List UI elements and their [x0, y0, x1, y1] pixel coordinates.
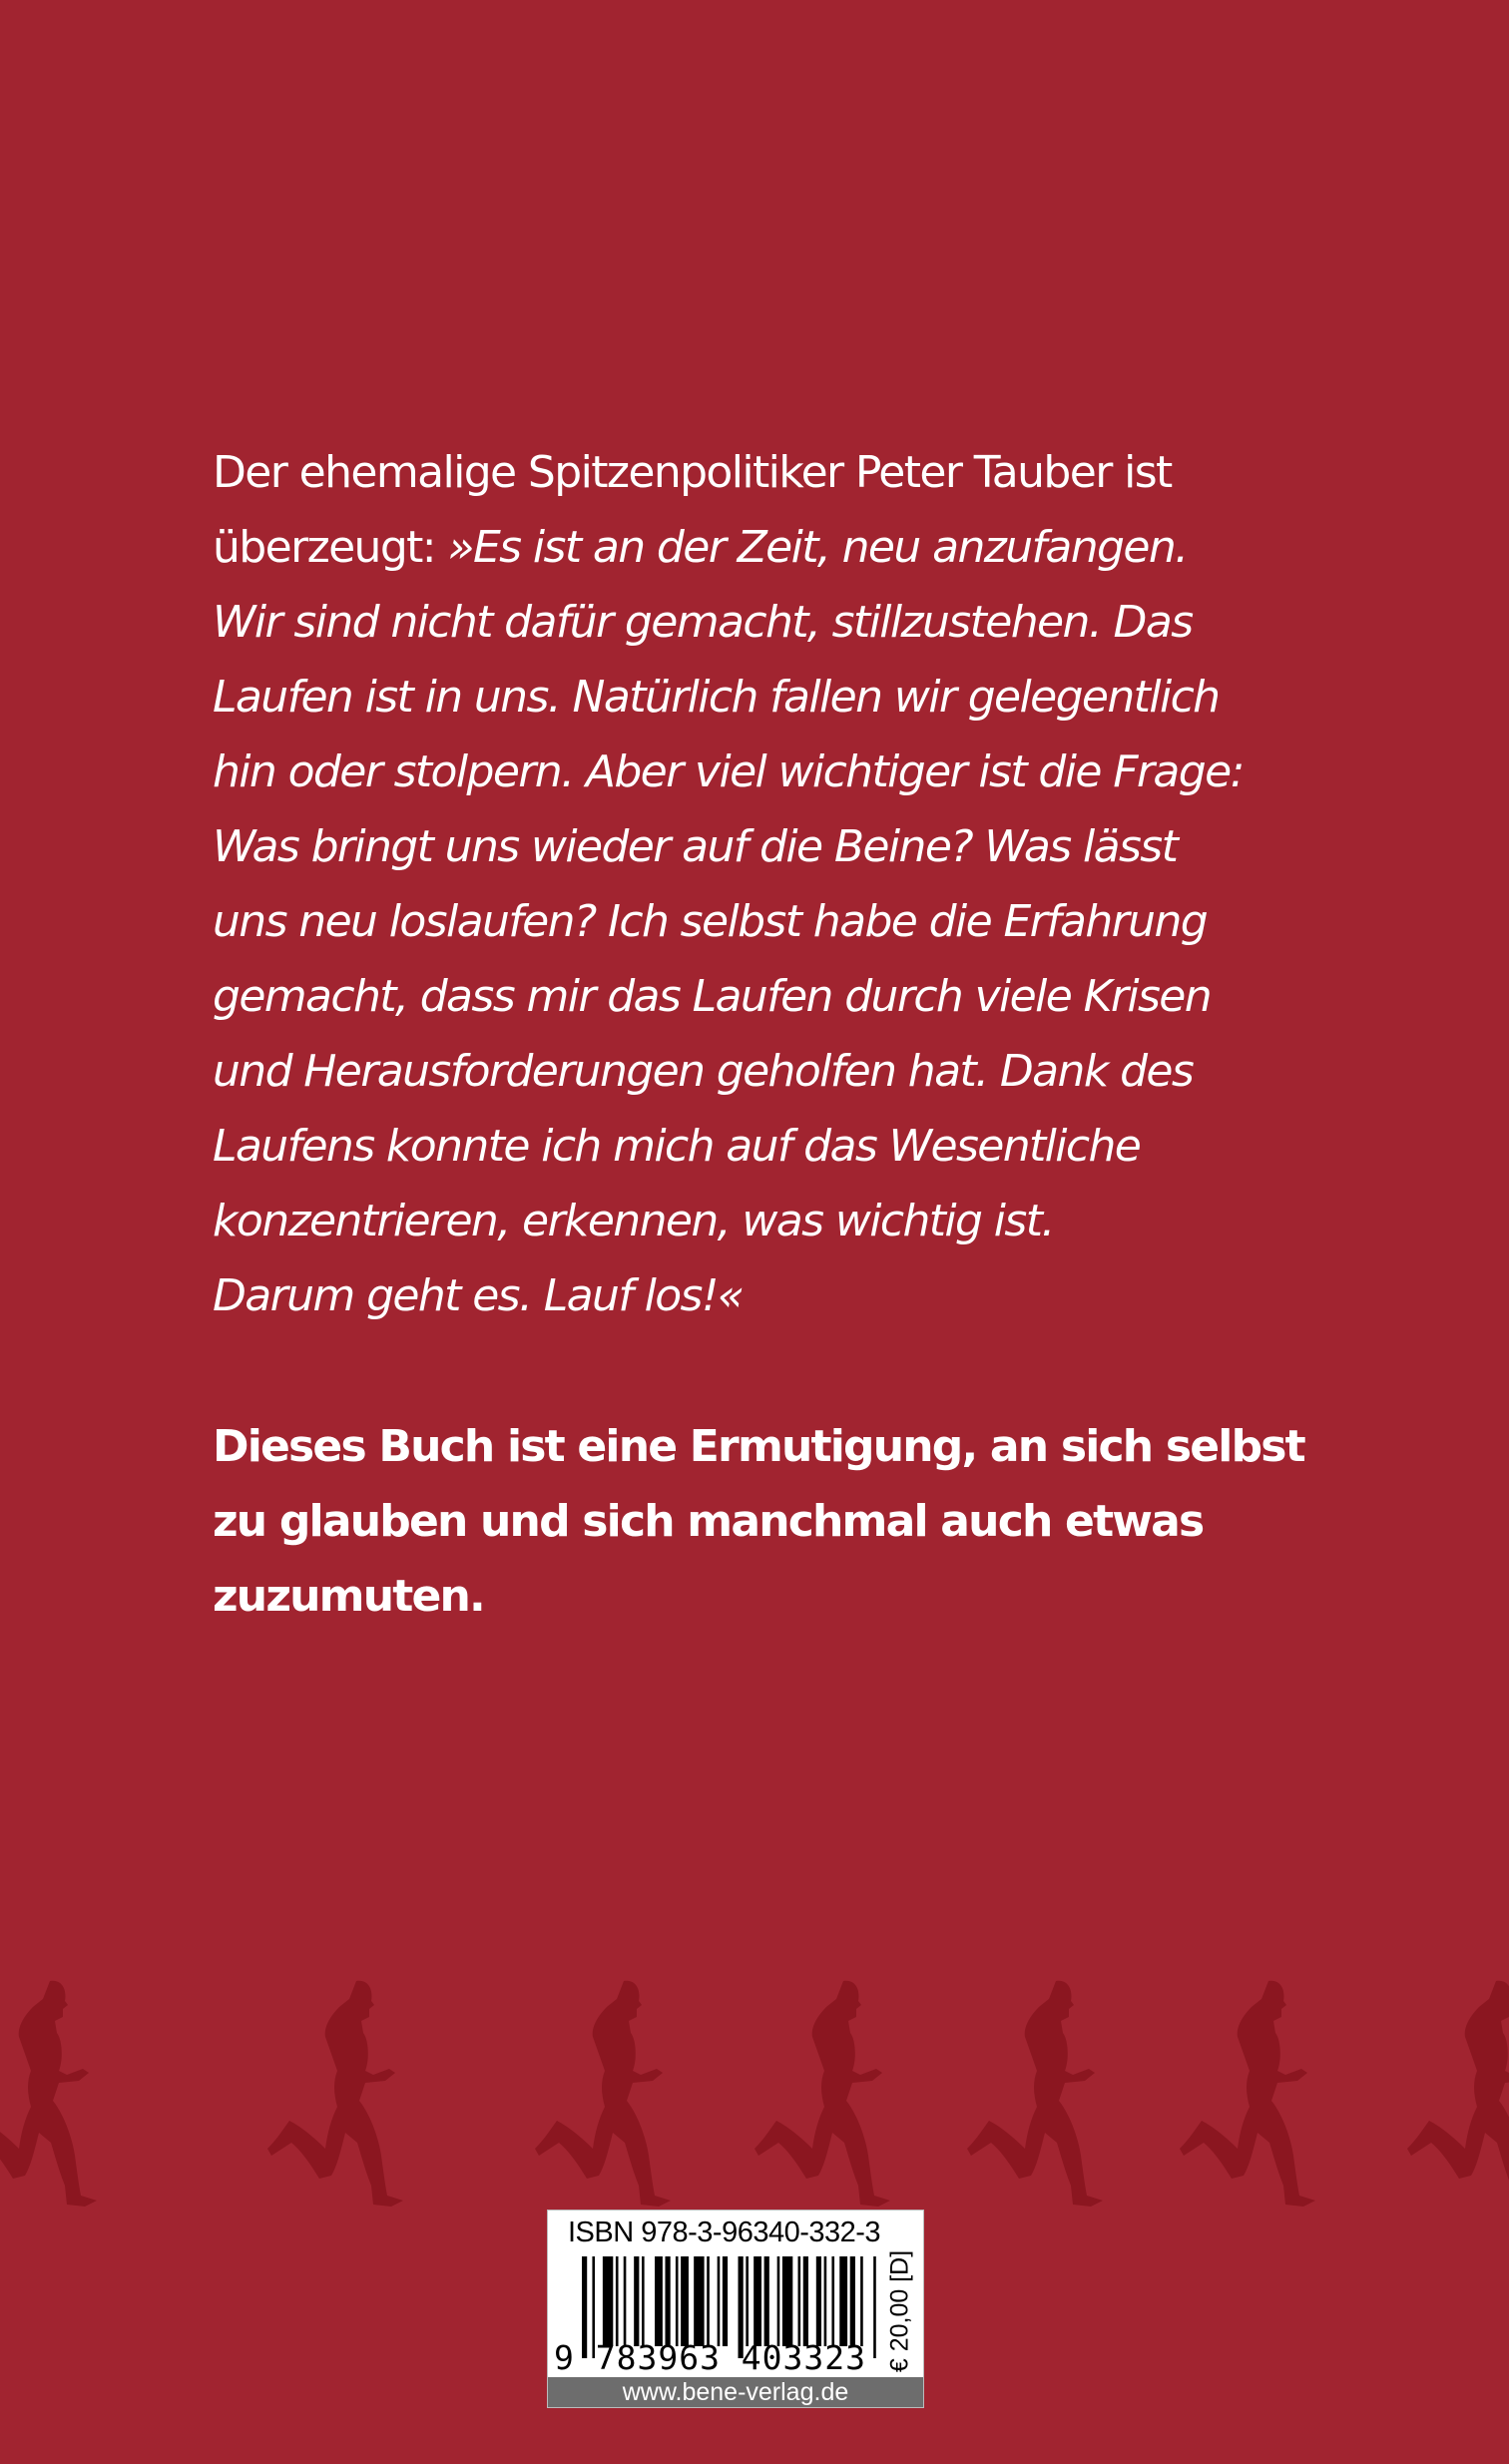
quote-line [213, 510, 1244, 585]
quote-plain: überzeugt: [213, 522, 448, 573]
barcode-bar [839, 2256, 847, 2346]
barcode-bar [694, 2256, 704, 2346]
quote-paragraph [213, 435, 1244, 1333]
barcode-bar [803, 2256, 808, 2346]
barcode-bar [850, 2256, 855, 2346]
quote-italic: Was bringt uns wieder auf die Beine? Was lässt [213, 821, 1178, 872]
barcode-bar [634, 2256, 639, 2346]
runner-silhouette-icon [252, 1971, 421, 2211]
quote-italic: Wir sind nicht dafür gemacht, stillzustehen. Das [213, 597, 1193, 648]
quote-line [213, 1109, 1244, 1184]
barcode-bar [707, 2256, 710, 2346]
quote-line [213, 585, 1244, 660]
runner-silhouette-icon [739, 1971, 908, 2211]
quote-line [213, 435, 1244, 510]
barcode-bar [723, 2256, 728, 2346]
quote-line [213, 1034, 1244, 1109]
quote-line [213, 1258, 1244, 1333]
quote-line [213, 735, 1244, 809]
barcode-bar [831, 2256, 834, 2346]
barcode-bar [754, 2256, 761, 2346]
quote-italic: und Herausforderungen geholfen hat. Dank des [213, 1046, 1194, 1097]
barcode-bar [873, 2256, 876, 2358]
summary-line: zuzumuten. [213, 1571, 484, 1622]
runner-silhouette-icon [951, 1971, 1121, 2211]
runner-silhouette-icon [1164, 1971, 1333, 2211]
summary-paragraph [213, 1409, 1304, 1634]
quote-italic: hin oder stolpern. Aber viel wichtiger ist die Frage: [213, 746, 1244, 797]
quote-italic: uns neu loslaufen? Ich selbst habe die Erfahrung [213, 896, 1208, 947]
barcode-label [547, 2210, 924, 2408]
barcode-bar [624, 2256, 627, 2346]
quote-line [213, 660, 1244, 735]
quote-italic: konzentrieren, erkennen, was wichtig ist. [213, 1196, 1054, 1246]
barcode-bar [718, 2256, 721, 2346]
barcode-bar [616, 2256, 619, 2346]
barcode-bar [655, 2256, 663, 2346]
summary-line: Dieses Buch ist eine Ermutigung, an sich selbst [213, 1421, 1304, 1472]
barcode-bar [603, 2256, 613, 2346]
barcode-bar [676, 2256, 679, 2346]
publisher-url: www.bene-verlag.de [548, 2377, 923, 2407]
quote-italic: Laufens konnte ich mich auf das Wesentliche [213, 1121, 1141, 1172]
quote-italic: gemacht, dass mir das Laufen durch viele Krisen [213, 971, 1212, 1022]
quote-line [213, 959, 1244, 1034]
barcode-bar [681, 2256, 689, 2346]
barcode-bar [816, 2256, 821, 2346]
barcode-bar [665, 2256, 670, 2346]
quote-line [213, 809, 1244, 884]
barcode-bar [824, 2256, 827, 2346]
quote-line [213, 1184, 1244, 1258]
quote-line [213, 884, 1244, 959]
price-label [883, 2250, 917, 2372]
barcode-bar [777, 2256, 780, 2346]
barcode-bar [764, 2256, 769, 2346]
barcode-bar [860, 2256, 863, 2346]
quote-plain: Der ehemalige Spitzenpolitiker Peter Tauber ist [213, 447, 1172, 498]
barcode-bar [642, 2256, 645, 2346]
barcode-bar [782, 2256, 792, 2346]
barcode-bar [746, 2256, 749, 2346]
runner-silhouette-icon [0, 1971, 115, 2211]
isbn-text: ISBN 978-3-96340-332-3 [568, 2217, 881, 2248]
quote-italic: »Es ist an der Zeit, neu anzufangen. [447, 522, 1188, 573]
barcode-digits: 9 783963 403323 [554, 2338, 867, 2377]
barcode-bar [798, 2256, 801, 2346]
price-text: € 20,00 [D] [885, 2249, 914, 2373]
quote-italic: Darum geht es. Lauf los!« [213, 1270, 744, 1321]
runner-silhouette-icon [519, 1971, 689, 2211]
quote-italic: Laufen ist in uns. Natürlich fallen wir gelegentlich [213, 672, 1220, 723]
summary-line: zu glauben und sich manchmal auch etwas [213, 1496, 1204, 1547]
runner-silhouette-icon [1391, 1971, 1509, 2211]
runner-silhouettes [0, 1971, 1509, 2216]
